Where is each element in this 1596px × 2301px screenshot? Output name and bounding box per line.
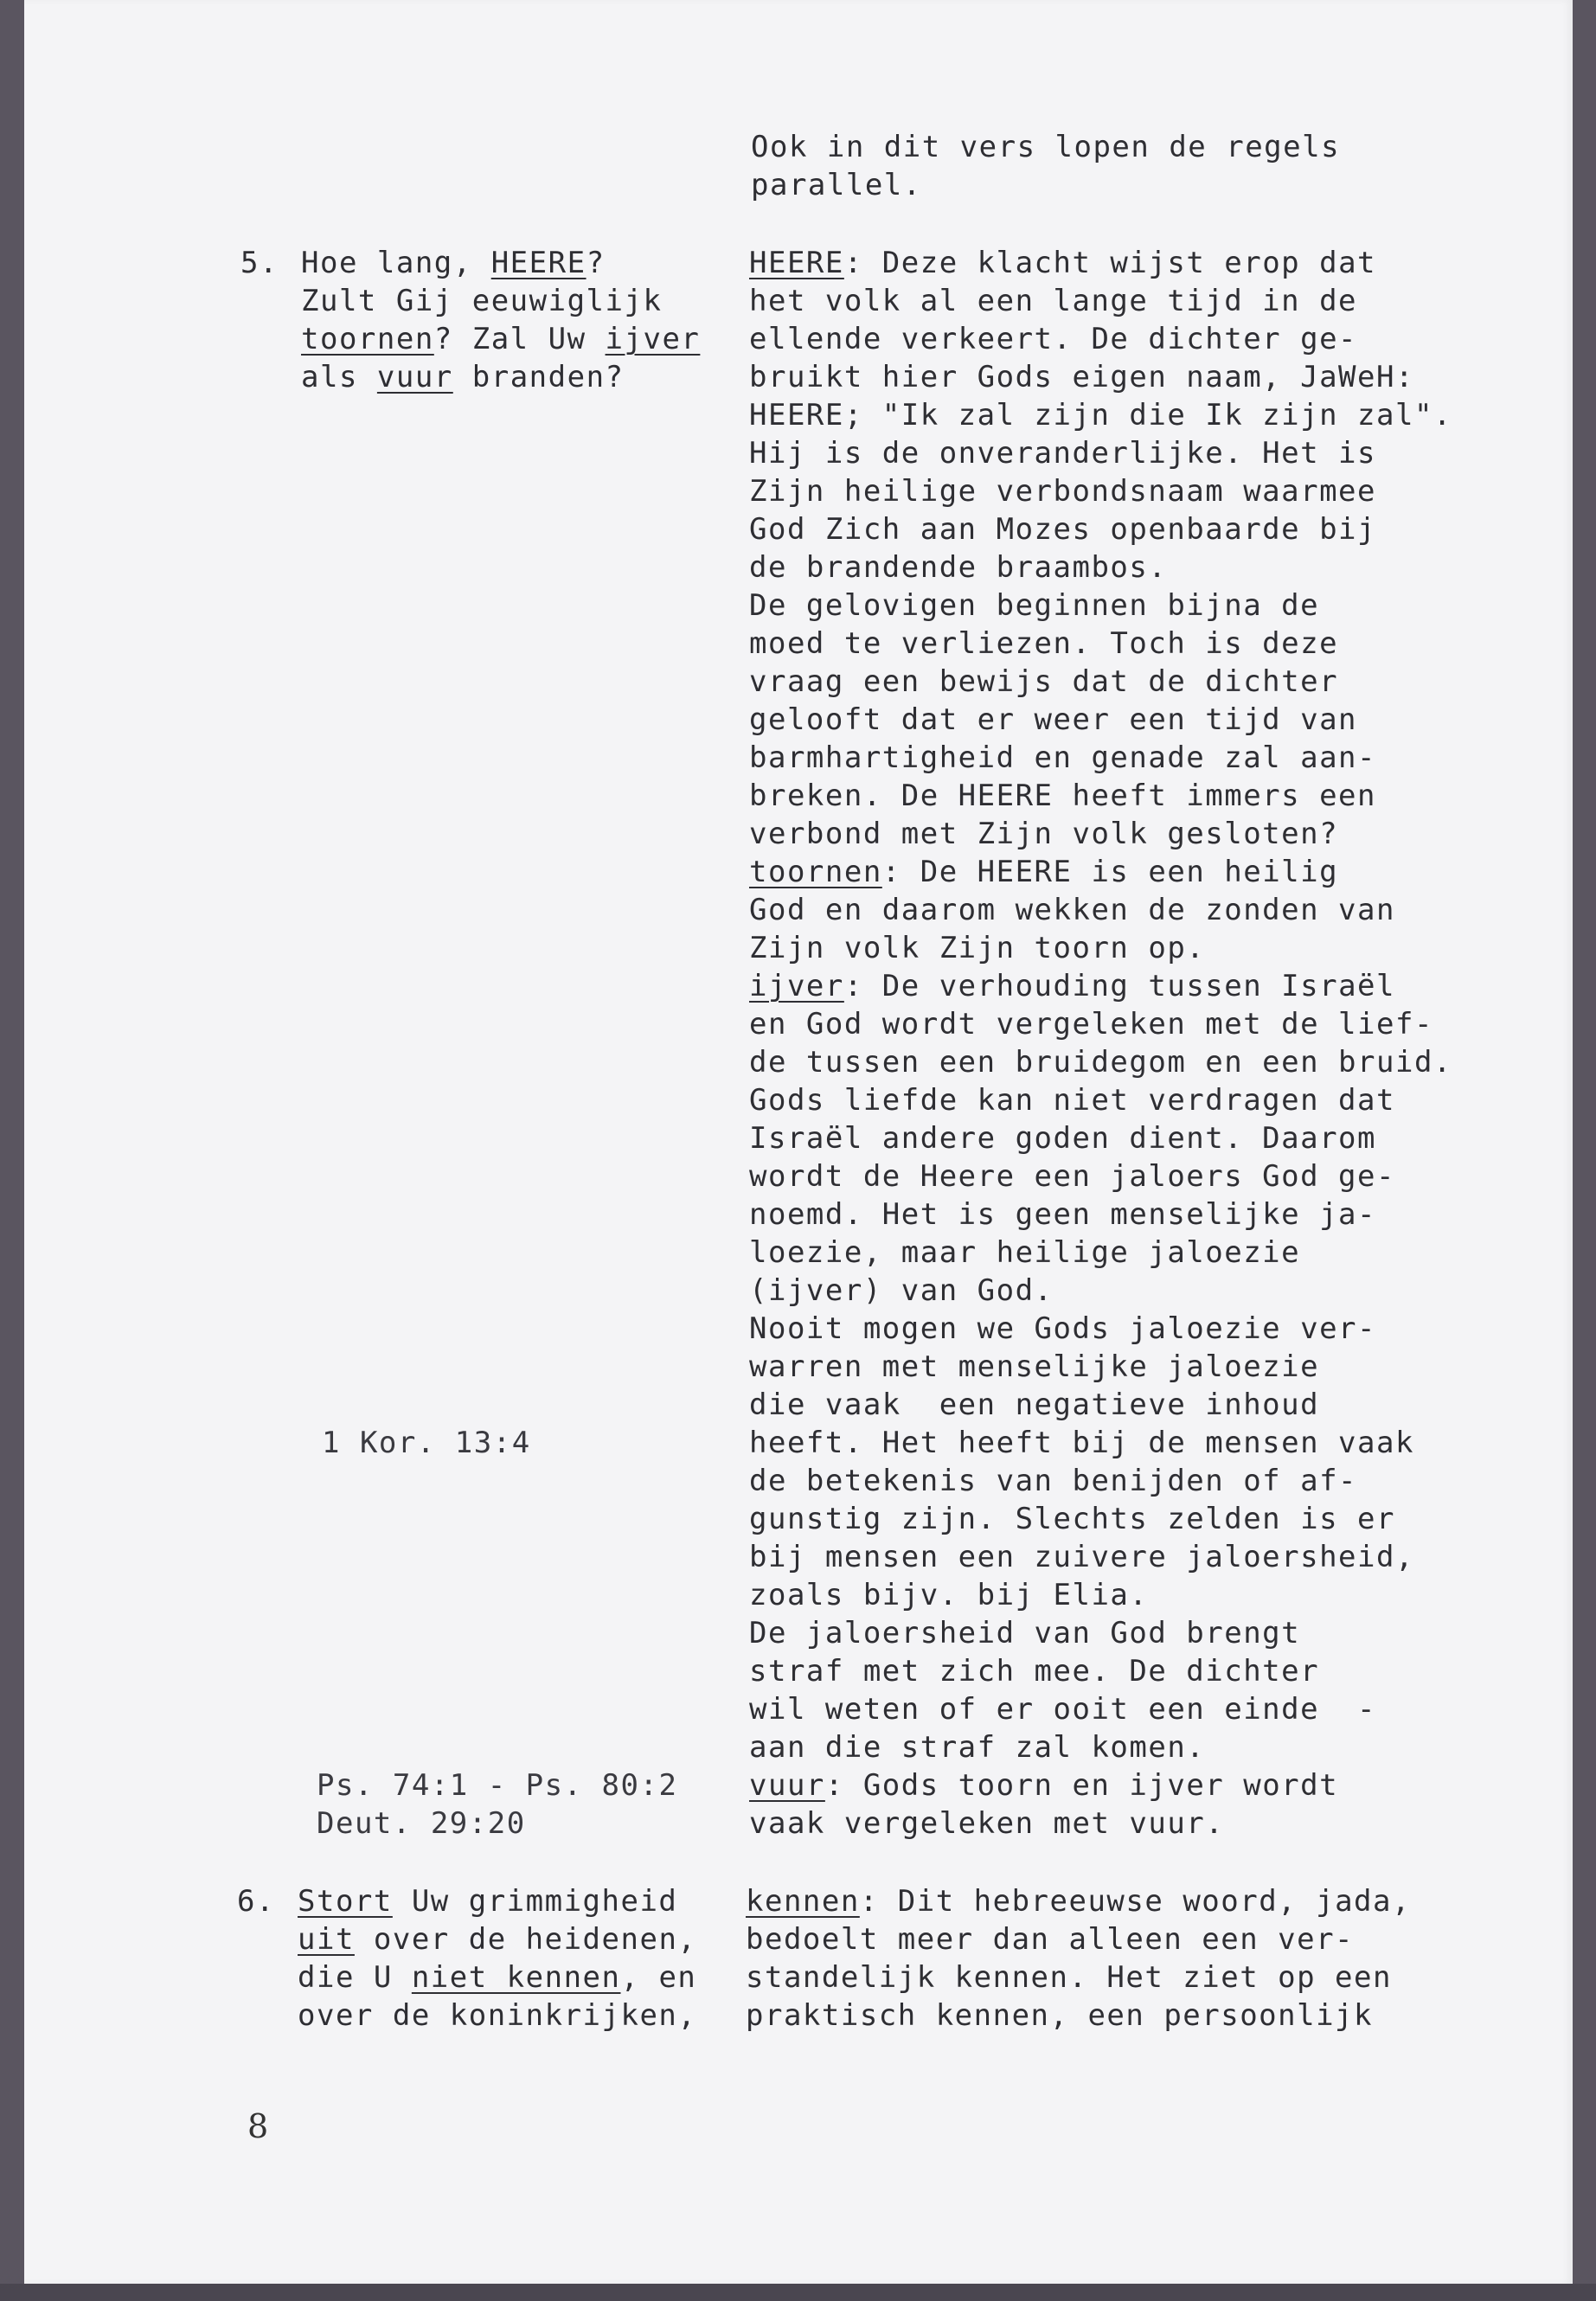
comment-ijver-line-8: loezie, maar heilige jaloezie — [749, 1235, 1301, 1270]
comment-vuur-line-1: vuur: Gods toorn en ijver wordt — [749, 1768, 1339, 1803]
comment-ijver-line-18: De jaloersheid van God brengt — [749, 1616, 1301, 1650]
comment-ijver-line-10: Nooit mogen we Gods jaloezie ver- — [749, 1311, 1377, 1346]
comment-ijver-line-6: wordt de Heere een jaloers God ge- — [749, 1159, 1395, 1194]
verse5-number: 5. — [240, 246, 279, 280]
comment-ijver-line-20: wil weten of er ooit een einde - — [749, 1692, 1377, 1727]
comment-ijver-line-1: ijver: De verhouding tussen Israël — [749, 969, 1395, 1003]
verse6-line-2: uit over de heidenen, — [298, 1922, 697, 1957]
intro-line-1: Ook in dit vers lopen de regels — [751, 130, 1341, 164]
comment-ijver-line-16: bij mensen een zuivere jaloersheid, — [749, 1540, 1414, 1574]
comment-ijver-line-2: en God wordt vergeleken met de lief- — [749, 1007, 1433, 1042]
comment-vuur-line-2: vaak vergeleken met vuur. — [749, 1806, 1225, 1841]
comment-heere-line-5: HEERE; "Ik zal zijn die Ik zijn zal". — [749, 398, 1452, 433]
comment-ijver-line-14: de betekenis van benijden of af- — [749, 1464, 1358, 1498]
comment-kennen-line-2: bedoelt meer dan alleen een ver- — [746, 1922, 1355, 1957]
comment-ijver-line-4: Gods liefde kan niet verdragen dat — [749, 1083, 1395, 1118]
comment-kennen-line-4: praktisch kennen, een persoonlijk — [746, 1998, 1374, 2033]
comment-ijver-line-7: noemd. Het is geen menselijke ja- — [749, 1197, 1377, 1232]
page-number: 8 — [247, 2107, 269, 2145]
reference-1-kor: 1 Kor. 13:4 — [322, 1426, 531, 1460]
comment-heere-line-9: de brandende braambos. — [749, 550, 1168, 585]
comment-heere-line-10: De gelovigen beginnen bijna de — [749, 588, 1320, 623]
verse6-number: 6. — [237, 1884, 275, 1919]
comment-heere-line-16: verbond met Zijn volk gesloten? — [749, 817, 1339, 851]
comment-ijver-line-19: straf met zich mee. De dichter — [749, 1654, 1320, 1689]
comment-heere-line-3: ellende verkeert. De dichter ge- — [749, 322, 1358, 356]
comment-toornen-line-3: Zijn volk Zijn toorn op. — [749, 931, 1206, 965]
verse6-line-3: die U niet kennen, en — [298, 1960, 697, 1995]
comment-toornen-line-2: God en daarom wekken de zonden van — [749, 893, 1395, 927]
reference-psalms: Ps. 74:1 - Ps. 80:2 — [317, 1768, 678, 1803]
verse5-line-3: toornen? Zal Uw ijver — [301, 322, 701, 356]
comment-ijver-line-15: gunstig zijn. Slechts zelden is er — [749, 1502, 1395, 1536]
comment-ijver-line-9: (ijver) van God. — [749, 1273, 1054, 1308]
comment-heere-line-7: Zijn heilige verbondsnaam waarmee — [749, 474, 1377, 509]
comment-heere-line-8: God Zich aan Mozes openbaarde bij — [749, 512, 1377, 547]
verse5-line-4: als vuur branden? — [301, 360, 625, 394]
comment-heere-line-1: HEERE: Deze klacht wijst erop dat — [749, 246, 1377, 280]
comment-ijver-line-13: heeft. Het heeft bij de mensen vaak — [749, 1426, 1414, 1460]
comment-heere-line-4: bruikt hier Gods eigen naam, JaWeH: — [749, 360, 1414, 394]
comment-heere-line-11: moed te verliezen. Toch is deze — [749, 626, 1339, 661]
comment-ijver-line-3: de tussen een bruidegom en een bruid. — [749, 1045, 1452, 1080]
comment-ijver-line-5: Israël andere goden dient. Daarom — [749, 1121, 1377, 1156]
comment-ijver-line-12: die vaak een negatieve inhoud — [749, 1388, 1320, 1422]
comment-toornen-line-1: toornen: De HEERE is een heilig — [749, 855, 1339, 889]
verse6-line-1: Stort Uw grimmigheid — [298, 1884, 678, 1919]
verse5-line-1: Hoe lang, HEERE? — [301, 246, 606, 280]
comment-heere-line-12: vraag een bewijs dat de dichter — [749, 664, 1339, 699]
comment-kennen-line-1: kennen: Dit hebreeuwse woord, jada, — [746, 1884, 1411, 1919]
comment-heere-line-14: barmhartigheid en genade zal aan- — [749, 740, 1377, 775]
comment-ijver-line-21: aan die straf zal komen. — [749, 1730, 1206, 1765]
comment-ijver-line-17: zoals bijv. bij Elia. — [749, 1578, 1149, 1612]
comment-heere-line-2: het volk al een lange tijd in de — [749, 284, 1358, 318]
verse6-line-4: over de koninkrijken, — [298, 1998, 697, 2033]
reference-deut: Deut. 29:20 — [317, 1806, 526, 1841]
verse5-line-2: Zult Gij eeuwiglijk — [301, 284, 663, 318]
intro-line-2: parallel. — [751, 168, 922, 202]
comment-heere-line-13: gelooft dat er weer een tijd van — [749, 702, 1358, 737]
comment-ijver-line-11: warren met menselijke jaloezie — [749, 1349, 1320, 1384]
comment-kennen-line-3: standelijk kennen. Het ziet op een — [746, 1960, 1392, 1995]
scan-bottom-edge — [0, 2284, 1596, 2301]
comment-heere-line-6: Hij is de onveranderlijke. Het is — [749, 436, 1377, 471]
comment-heere-line-15: breken. De HEERE heeft immers een — [749, 779, 1377, 813]
